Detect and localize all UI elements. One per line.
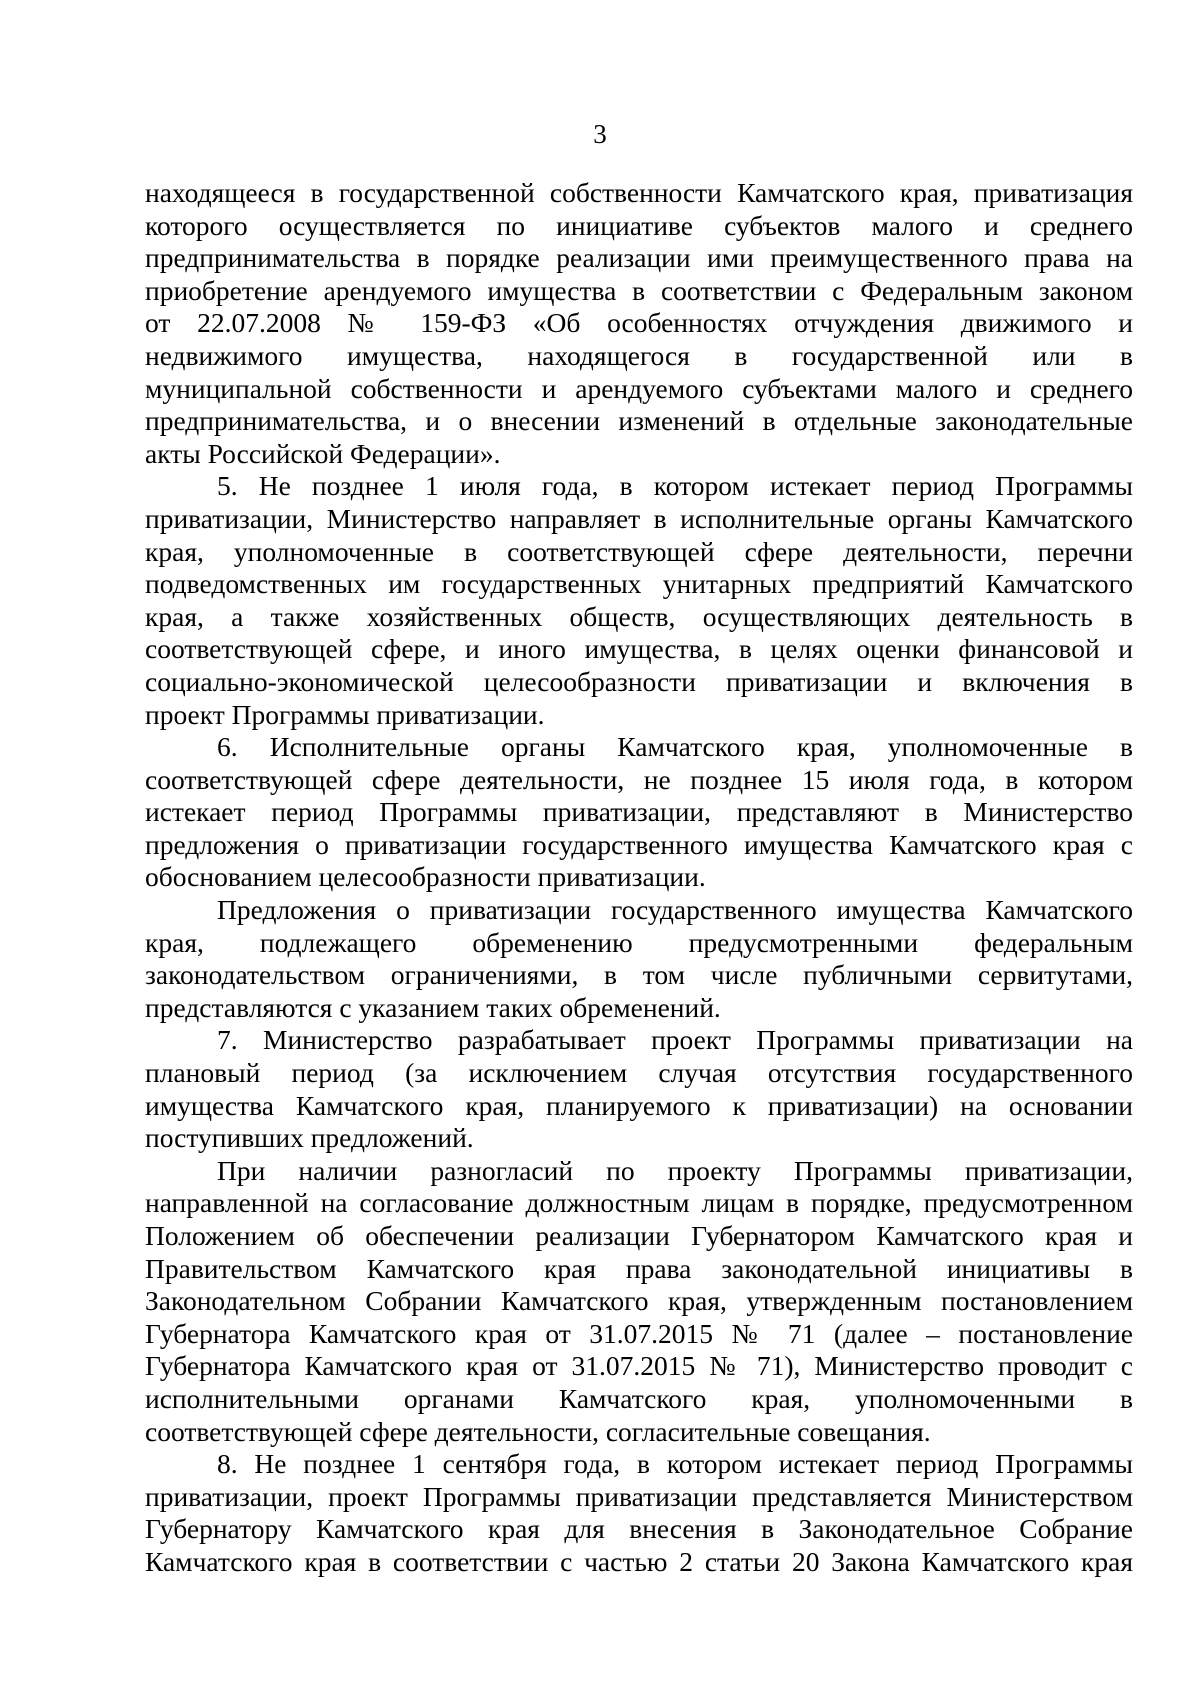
text-line: Камчатского края в соответствии с частью 2 статьи 20 Закона Камчатского края — [145, 1545, 1133, 1577]
text-line: представляются с указанием таких обременений. — [145, 991, 721, 1023]
text-line: обоснованием целесообразности приватизации. — [145, 861, 706, 893]
text-line: находящееся в государственной собственности Камчатского края, приватизация — [145, 177, 1133, 208]
text-line: Губернатору Камчатского края для внесения в Законодательное Собрание — [145, 1513, 1133, 1545]
text-line: исполнительными органами Камчатского края, уполномоченными в — [145, 1382, 1133, 1414]
text-line: направленной на согласование должностным лицам в порядке, предусмотренном — [145, 1187, 1133, 1219]
text-line: предложения о приватизации государственного имущества Камчатского края с — [145, 828, 1133, 860]
text-line: приобретение арендуемого имущества в соответствии с Федеральным законом — [145, 274, 1133, 306]
text-line: муниципальной собственности и арендуемого субъектами малого и среднего — [145, 372, 1133, 404]
text-line: которого осуществляется по инициативе субъектов малого и среднего — [145, 209, 1133, 241]
paragraph-first-line: Предложения о приватизации государственного имущества Камчатского — [217, 894, 1133, 926]
text-line: истекает период Программы приватизации, представляют в Министерство — [145, 796, 1133, 828]
text-line: края, подлежащего обременению предусмотренными федеральным — [145, 926, 1133, 958]
text-line: подведомственных им государственных унитарных предприятий Камчатского — [145, 568, 1133, 600]
paragraph-first-line: При наличии разногласий по проекту Программы приватизации, — [217, 1154, 1133, 1186]
text-line: соответствующей сфере деятельности, согласительные совещания. — [145, 1415, 931, 1447]
text-line: предпринимательства в порядке реализации ими преимущественного права на — [145, 242, 1133, 274]
text-line: проект Программы приватизации. — [145, 698, 545, 730]
text-line: Правительством Камчатского края права законодательной инициативы в — [145, 1252, 1133, 1284]
text-line: приватизации, Министерство направляет в исполнительные органы Камчатского — [145, 502, 1133, 534]
text-line: от 22.07.2008 № 159-ФЗ «Об особенностях отчуждения движимого и — [145, 307, 1133, 339]
text-line: законодательством ограничениями, в том числе публичными сервитутами, — [145, 959, 1133, 991]
text-line: Губернатора Камчатского края от 31.07.2015 № 71), Министерство проводит с — [145, 1350, 1133, 1382]
text-line: акты Российской Федерации». — [145, 437, 501, 469]
text-line: соответствующей сфере деятельности, не позднее 15 июля года, в котором — [145, 763, 1133, 795]
text-line: Губернатора Камчатского края от 31.07.2015 № 71 (далее – постановление — [145, 1317, 1133, 1349]
text-line: имущества Камчатского края, планируемого к приватизации) на основании — [145, 1089, 1133, 1121]
text-line: Положением об обеспечении реализации Губернатором Камчатского края и — [145, 1220, 1133, 1251]
text-line: соответствующей сфере, и иного имущества, в целях оценки финансовой и — [145, 633, 1133, 665]
text-line: плановый период (за исключением случая отсутствия государственного — [145, 1057, 1133, 1089]
paragraph-first-line: 6. Исполнительные органы Камчатского края, уполномоченные в — [217, 731, 1133, 763]
text-line: края, а также хозяйственных обществ, осуществляющих деятельность в — [145, 600, 1133, 632]
page-number: 3 — [593, 119, 607, 149]
paragraph-first-line: 8. Не позднее 1 сентября года, в котором истекает период Программы — [217, 1448, 1133, 1480]
text-line: недвижимого имущества, находящегося в государственной или в — [145, 339, 1133, 371]
text-line: поступивших предложений. — [145, 1122, 474, 1154]
text-line: края, уполномоченные в соответствующей сфере деятельности, перечни — [145, 535, 1133, 567]
paragraph-first-line: 7. Министерство разрабатывает проект Программы приватизации на — [217, 1024, 1133, 1056]
text-line: Законодательном Собрании Камчатского края, утвержденным постановлением — [145, 1285, 1133, 1317]
text-line: приватизации, проект Программы приватизации представляется Министерством — [145, 1480, 1133, 1512]
body-text — [145, 177, 1133, 1579]
paragraph-first-line: 5. Не позднее 1 июля года, в котором истекает период Программы — [217, 470, 1133, 502]
text-line: социально-экономической целесообразности приватизации и включения в — [145, 665, 1133, 697]
text-line: предпринимательства, и о внесении изменений в отдельные законодательные — [145, 405, 1133, 437]
